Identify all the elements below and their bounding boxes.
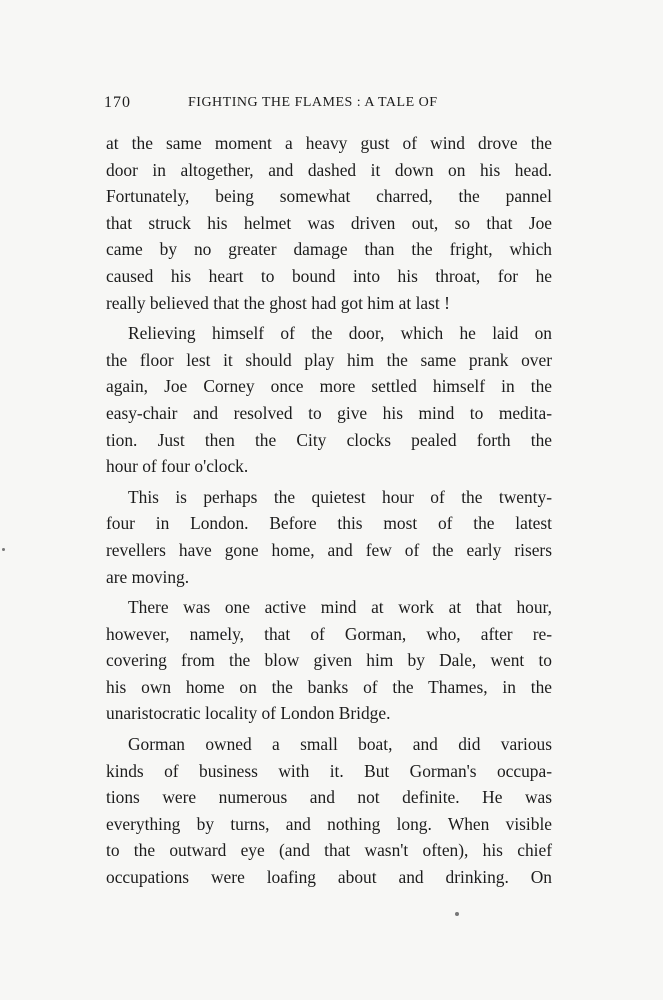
text-line: covering from the blow given him by Dale, went to [106, 650, 552, 671]
body-text [106, 130, 552, 891]
text-line: tions were numerous and not definite. He was [106, 787, 552, 808]
text-line: came by no greater damage than the fright, which [106, 239, 552, 260]
text-line: Fortunately, being somewhat charred, the pannel [106, 186, 552, 207]
paragraph-1 [106, 130, 552, 316]
paragraph-4 [106, 594, 552, 727]
text-line: Relieving himself of the door, which he laid on [128, 323, 552, 344]
paragraph-2 [106, 320, 552, 480]
text-line: really believed that the ghost had got him at last ! [106, 292, 450, 313]
paper-speck [2, 548, 5, 551]
paper-speck [455, 912, 459, 916]
text-line: his own home on the banks of the Thames, in the [106, 676, 552, 697]
text-line: There was one active mind at work at that hour, [128, 597, 552, 618]
text-line: again, Joe Corney once more settled himself in the [106, 376, 552, 397]
text-line: the floor lest it should play him the same prank over [106, 349, 552, 370]
running-title: FIGHTING THE FLAMES : A TALE OF [188, 95, 438, 110]
text-line: kinds of business with it. But Gorman's occupa- [106, 760, 552, 781]
text-line: tion. Just then the City clocks pealed forth the [106, 429, 552, 450]
text-line: four in London. Before this most of the latest [106, 513, 552, 534]
text-line: to the outward eye (and that wasn't often), his chief [106, 840, 552, 861]
paragraph-3 [106, 484, 552, 590]
text-line: revellers have gone home, and few of the early risers [106, 539, 552, 560]
text-line: door in altogether, and dashed it down on his head. [106, 159, 552, 180]
text-line: occupations were loafing about and drinking. On [106, 867, 552, 888]
text-line: however, namely, that of Gorman, who, after re- [106, 623, 552, 644]
text-line: Gorman owned a small boat, and did various [128, 734, 552, 755]
paragraph-5 [106, 731, 552, 891]
text-line: easy-chair and resolved to give his mind to medita- [106, 402, 552, 423]
running-header [104, 92, 564, 114]
text-line: are moving. [106, 566, 190, 587]
text-line: that struck his helmet was driven out, so that Joe [106, 212, 552, 233]
text-line: everything by turns, and nothing long. When visible [106, 813, 552, 834]
text-line: This is perhaps the quietest hour of the twenty- [128, 486, 552, 507]
text-line: unaristocratic locality of London Bridge. [106, 703, 391, 724]
text-line: caused his heart to bound into his throat, for he [106, 265, 552, 286]
text-line: at the same moment a heavy gust of wind drove the [106, 133, 552, 153]
text-line: hour of four o'clock. [106, 456, 249, 477]
page-number: 170 [104, 94, 131, 111]
